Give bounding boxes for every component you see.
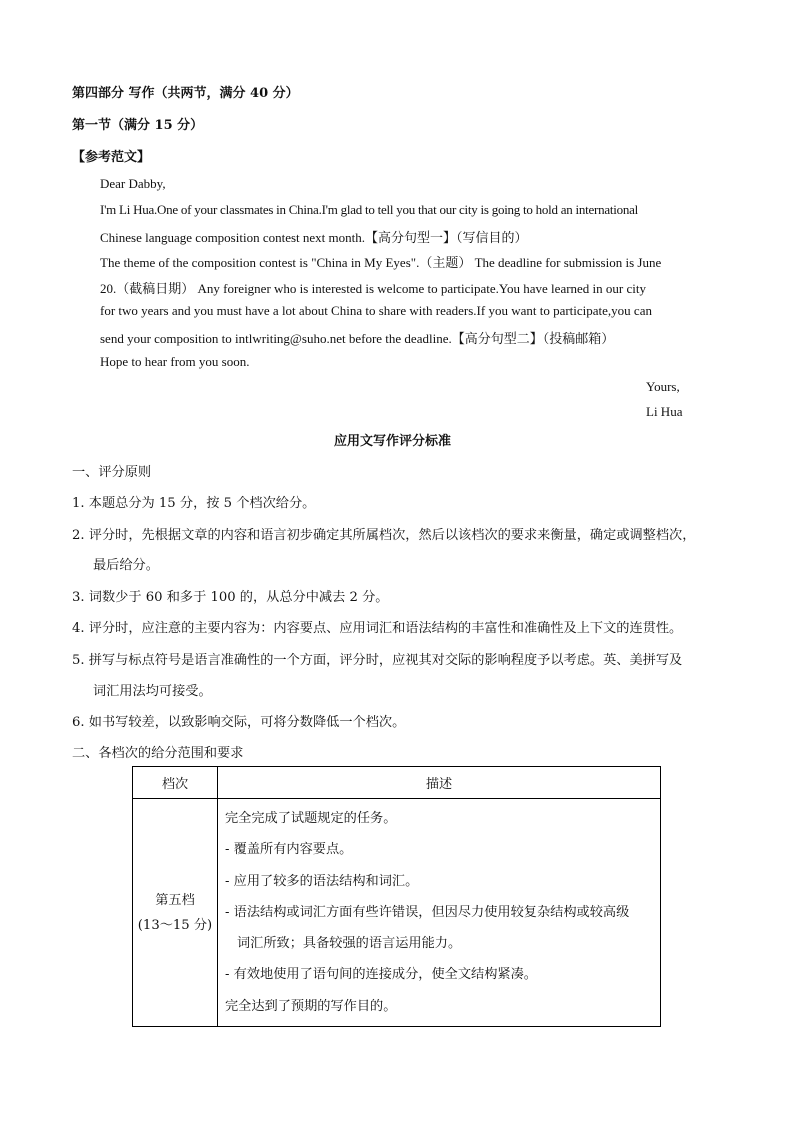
level-name: 第五档 — [155, 892, 195, 908]
letter-line: 20.（截稿日期） Any foreigner who is interested is welcome to participate.You have learned in our city — [100, 281, 646, 296]
rubric-title: 应用文写作评分标准 — [334, 434, 452, 449]
principle-item: 6. 如书写较差，以致影响交际，可将分数降低一个档次。 — [72, 715, 406, 730]
principles-heading: 一、评分原则 — [72, 465, 152, 480]
letter-signature: Li Hua — [646, 404, 683, 419]
letter-line: The theme of the composition contest is "China in My Eyes".（主题） The deadline for submission is June — [100, 255, 662, 270]
letter-line: send your composition to intlwriting@suho.net before the deadline.【高分句型二】（投稿邮箱） — [100, 331, 615, 346]
scoring-table — [132, 766, 661, 1027]
description-line: 完全完成了试题规定的任务。 — [225, 811, 397, 826]
principle-item: 1. 本题总分为 15 分，按 5 个档次给分。 — [72, 496, 316, 511]
levels-heading: 二、各档次的给分范围和要求 — [72, 746, 244, 761]
description-cell — [218, 799, 661, 1027]
table-row — [133, 799, 661, 1027]
letter-line: for two years and you must have a lot about China to share with readers.If you want to participate,you can — [100, 303, 652, 318]
description-line: - 有效地使用了语句间的连接成分，使全文结构紧凑。 — [225, 967, 537, 983]
description-line: - 应用了较多的语法结构和词汇。 — [225, 873, 419, 889]
letter-line: I'm Li Hua.One of your classmates in China.I'm glad to tell you that our city is going to hold an international — [100, 202, 638, 217]
letter-closing-line: Hope to hear from you soon. — [100, 354, 250, 369]
level-cell — [133, 799, 218, 1027]
principle-item: 2. 评分时，先根据文章的内容和语言初步确定其所属档次，然后以该档次的要求来衡量，确定或调整档次， — [72, 528, 696, 543]
principle-item: 3. 词数少于 60 和多于 100 的，从总分中减去 2 分。 — [72, 590, 389, 605]
description-line-continued: 词汇所致；具备较强的语言运用能力。 — [237, 936, 462, 952]
description-line: - 覆盖所有内容要点。 — [225, 842, 353, 858]
letter-greeting: Dear Dabby, — [100, 176, 166, 191]
table-header-row — [133, 767, 661, 799]
letter-line: Chinese language composition contest next month.【高分句型一】（写信目的） — [100, 230, 528, 245]
letter-sign-off: Yours, — [646, 379, 680, 394]
principle-item: 4. 评分时，应注意的主要内容为：内容要点、应用词汇和语法结构的丰富性和准确性及上下文的连贯性。 — [72, 621, 683, 636]
description-line: 完全达到了预期的写作目的。 — [225, 998, 397, 1014]
sample-label: 【参考范文】 — [72, 150, 151, 165]
column-header-level: 档次 — [133, 767, 218, 799]
principle-item-continued: 最后给分。 — [93, 558, 159, 573]
principle-item-continued: 词汇用法均可接受。 — [93, 684, 212, 699]
level-range: (13～15 分) — [137, 917, 213, 933]
part-title: 第四部分 写作（共两节，满分 40 分） — [72, 86, 299, 101]
principle-item: 5. 拼写与标点符号是语言准确性的一个方面，评分时，应视其对交际的影响程度予以考虑。英、美拼写及 — [72, 653, 683, 668]
description-line: - 语法结构或词汇方面有些许错误，但因尽力使用较复杂结构或较高级 — [225, 904, 630, 920]
section-title: 第一节（满分 15 分） — [72, 118, 204, 133]
column-header-description: 描述 — [218, 767, 661, 799]
